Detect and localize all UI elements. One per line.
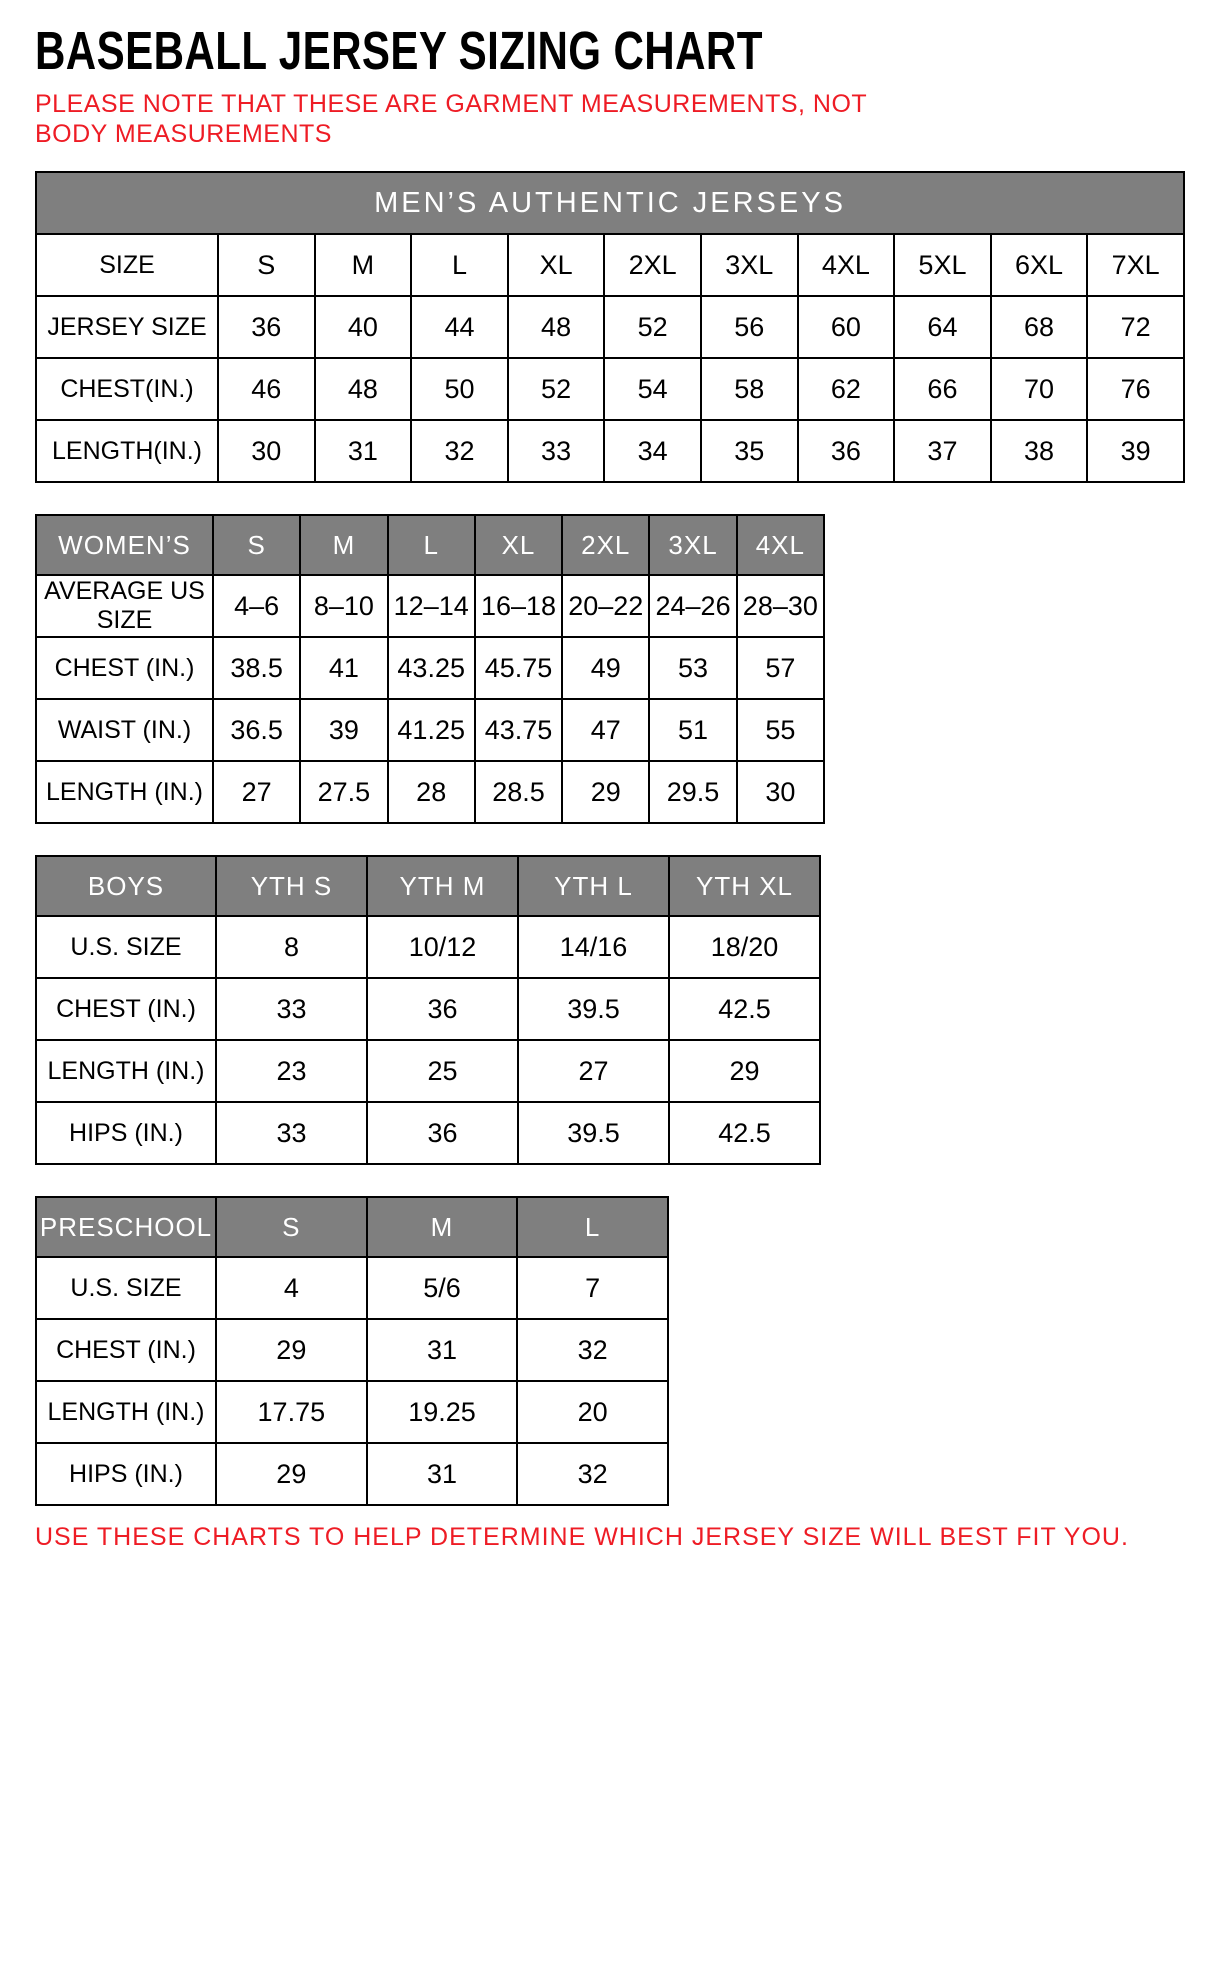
table-cell: 36 <box>218 296 315 358</box>
garment-measurement-note: PLEASE NOTE THAT THESE ARE GARMENT MEASUREMENTS, NOT BODY MEASUREMENTS <box>35 90 867 148</box>
table-cell: 57 <box>737 637 824 699</box>
table-cell: 24–26 <box>649 575 736 637</box>
table-cell: 41.25 <box>388 699 475 761</box>
table-cell: 64 <box>894 296 991 358</box>
table-cell: 23 <box>216 1040 367 1102</box>
column-header: 3XL <box>649 515 736 575</box>
table-cell: 31 <box>367 1319 518 1381</box>
table-cell: 42.5 <box>669 978 820 1040</box>
table-row <box>36 1319 668 1381</box>
table-cell: 36 <box>367 1102 518 1164</box>
table-cell: 52 <box>508 358 605 420</box>
row-label: AVERAGE US SIZE <box>36 575 213 637</box>
table-cell: 48 <box>508 296 605 358</box>
table-cell: 42.5 <box>669 1102 820 1164</box>
table-cell: 47 <box>562 699 649 761</box>
table-cell: 68 <box>991 296 1088 358</box>
table-cell: 40 <box>315 296 412 358</box>
table-cell: L <box>411 234 508 296</box>
table-cell: S <box>218 234 315 296</box>
row-label: U.S. SIZE <box>36 916 216 978</box>
table-cell: 46 <box>218 358 315 420</box>
row-label: LENGTH (IN.) <box>36 761 213 823</box>
table-cell: 66 <box>894 358 991 420</box>
table-row <box>36 1381 668 1443</box>
row-label: CHEST (IN.) <box>36 1319 216 1381</box>
table-row <box>36 1102 820 1164</box>
table-cell: 20–22 <box>562 575 649 637</box>
table-cell: 4XL <box>798 234 895 296</box>
table-cell: 25 <box>367 1040 518 1102</box>
table-corner-label: PRESCHOOL <box>36 1197 216 1257</box>
table-cell: 33 <box>216 1102 367 1164</box>
table-cell: 34 <box>604 420 701 482</box>
table-cell: 39 <box>1087 420 1184 482</box>
table-cell: 35 <box>701 420 798 482</box>
table-corner-label: BOYS <box>36 856 216 916</box>
table-title-banner: MEN’S AUTHENTIC JERSEYS <box>36 172 1184 234</box>
table-row <box>36 699 824 761</box>
row-label: LENGTH (IN.) <box>36 1381 216 1443</box>
table-cell: 19.25 <box>367 1381 518 1443</box>
column-header: XL <box>475 515 562 575</box>
mens-sizing-table <box>35 171 1185 483</box>
table-cell: 17.75 <box>216 1381 367 1443</box>
table-cell: 62 <box>798 358 895 420</box>
table-cell: 53 <box>649 637 736 699</box>
table-cell: 29.5 <box>649 761 736 823</box>
row-label: LENGTH(IN.) <box>36 420 218 482</box>
table-row <box>36 296 1184 358</box>
table-cell: 28 <box>388 761 475 823</box>
table-cell: 43.25 <box>388 637 475 699</box>
table-cell: 33 <box>216 978 367 1040</box>
table-header-row <box>36 515 824 575</box>
table-cell: 58 <box>701 358 798 420</box>
table-cell: 39.5 <box>518 978 669 1040</box>
column-header: S <box>216 1197 367 1257</box>
table-cell: 36.5 <box>213 699 300 761</box>
table-row <box>36 358 1184 420</box>
table-cell: 27.5 <box>300 761 387 823</box>
womens-sizing-table <box>35 514 1185 824</box>
table-cell: 39 <box>300 699 387 761</box>
table-cell: 48 <box>315 358 412 420</box>
table-row <box>36 978 820 1040</box>
table-cell: 29 <box>216 1443 367 1505</box>
table-cell: 76 <box>1087 358 1184 420</box>
table-cell: 36 <box>367 978 518 1040</box>
table-cell: 38 <box>991 420 1088 482</box>
table-cell: 30 <box>218 420 315 482</box>
table-cell: 8–10 <box>300 575 387 637</box>
table-cell: 54 <box>604 358 701 420</box>
table-cell: 29 <box>216 1319 367 1381</box>
table-cell: 28.5 <box>475 761 562 823</box>
table-cell: 70 <box>991 358 1088 420</box>
table-cell: 20 <box>517 1381 668 1443</box>
table-cell: 51 <box>649 699 736 761</box>
table-cell: 52 <box>604 296 701 358</box>
table-row <box>36 1443 668 1505</box>
table-cell: 27 <box>213 761 300 823</box>
table-cell: 32 <box>517 1319 668 1381</box>
table <box>35 514 825 824</box>
column-header: YTH M <box>367 856 518 916</box>
column-header: YTH S <box>216 856 367 916</box>
page-title-text: BASEBALL JERSEY SIZING CHART <box>35 21 763 81</box>
column-header: YTH L <box>518 856 669 916</box>
table-cell: 31 <box>367 1443 518 1505</box>
table-cell: M <box>315 234 412 296</box>
table-cell: 44 <box>411 296 508 358</box>
table-cell: 2XL <box>604 234 701 296</box>
table-cell: 37 <box>894 420 991 482</box>
table-row <box>36 575 824 637</box>
table-cell: 4–6 <box>213 575 300 637</box>
row-label: U.S. SIZE <box>36 1257 216 1319</box>
table-row <box>36 1040 820 1102</box>
column-header: YTH XL <box>669 856 820 916</box>
table-cell: 43.75 <box>475 699 562 761</box>
table-header-row <box>36 1197 668 1257</box>
table-cell: 16–18 <box>475 575 562 637</box>
table-cell: 39.5 <box>518 1102 669 1164</box>
table-cell: 29 <box>669 1040 820 1102</box>
preschool-sizing-table <box>35 1196 1185 1506</box>
table-cell: 18/20 <box>669 916 820 978</box>
table-cell: 14/16 <box>518 916 669 978</box>
table-cell: 60 <box>798 296 895 358</box>
column-header: L <box>388 515 475 575</box>
footer-note: USE THESE CHARTS TO HELP DETERMINE WHICH JERSEY SIZE WILL BEST FIT YOU. <box>35 1523 1129 1551</box>
table-row <box>36 916 820 978</box>
table-cell: 36 <box>798 420 895 482</box>
table-cell: 38.5 <box>213 637 300 699</box>
row-label: WAIST (IN.) <box>36 699 213 761</box>
table <box>35 855 821 1165</box>
table-cell: 4 <box>216 1257 367 1319</box>
table-title-row <box>36 172 1184 234</box>
table-cell: 55 <box>737 699 824 761</box>
column-header: 4XL <box>737 515 824 575</box>
column-header: L <box>517 1197 668 1257</box>
row-label: SIZE <box>36 234 218 296</box>
table-cell: 49 <box>562 637 649 699</box>
table-cell: 27 <box>518 1040 669 1102</box>
row-label: HIPS (IN.) <box>36 1443 216 1505</box>
table-cell: 6XL <box>991 234 1088 296</box>
table-row <box>36 1257 668 1319</box>
table-cell: 5XL <box>894 234 991 296</box>
table-row <box>36 234 1184 296</box>
table-row <box>36 761 824 823</box>
column-header: 2XL <box>562 515 649 575</box>
table-cell: 33 <box>508 420 605 482</box>
table-cell: 30 <box>737 761 824 823</box>
table <box>35 1196 669 1506</box>
table-corner-label: WOMEN’S <box>36 515 213 575</box>
row-label: LENGTH (IN.) <box>36 1040 216 1102</box>
table-cell: XL <box>508 234 605 296</box>
table-cell: 45.75 <box>475 637 562 699</box>
table-row <box>36 420 1184 482</box>
table-cell: 7 <box>517 1257 668 1319</box>
table-cell: 50 <box>411 358 508 420</box>
table-cell: 5/6 <box>367 1257 518 1319</box>
row-label: CHEST(IN.) <box>36 358 218 420</box>
table-cell: 7XL <box>1087 234 1184 296</box>
table-cell: 3XL <box>701 234 798 296</box>
boys-sizing-table <box>35 855 1185 1165</box>
table-cell: 41 <box>300 637 387 699</box>
table-cell: 12–14 <box>388 575 475 637</box>
table-cell: 29 <box>562 761 649 823</box>
table-cell: 72 <box>1087 296 1184 358</box>
table-cell: 10/12 <box>367 916 518 978</box>
page-title <box>35 21 1185 81</box>
row-label: HIPS (IN.) <box>36 1102 216 1164</box>
table-cell: 28–30 <box>737 575 824 637</box>
table-cell: 32 <box>411 420 508 482</box>
table-cell: 32 <box>517 1443 668 1505</box>
column-header: S <box>213 515 300 575</box>
table-cell: 56 <box>701 296 798 358</box>
table-header-row <box>36 856 820 916</box>
row-label: JERSEY SIZE <box>36 296 218 358</box>
column-header: M <box>367 1197 518 1257</box>
table-row <box>36 637 824 699</box>
table-cell: 31 <box>315 420 412 482</box>
table <box>35 171 1185 483</box>
row-label: CHEST (IN.) <box>36 978 216 1040</box>
column-header: M <box>300 515 387 575</box>
table-cell: 8 <box>216 916 367 978</box>
row-label: CHEST (IN.) <box>36 637 213 699</box>
